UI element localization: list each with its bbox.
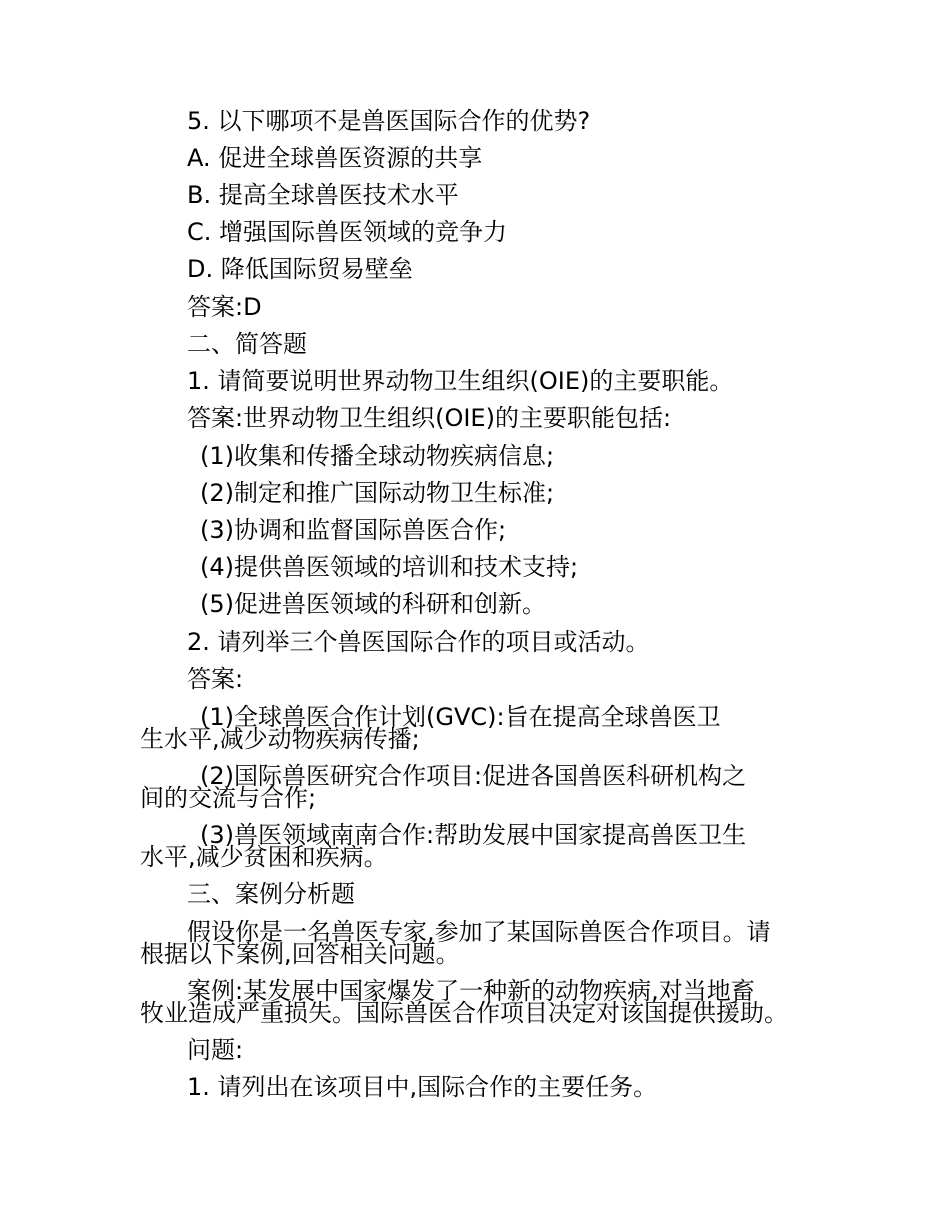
project-2-line-2: 间的交流与合作; — [140, 784, 317, 812]
project-2-line-1: (2)国际兽医研究合作项目:促进各国兽医科研机构之 — [200, 762, 747, 790]
project-3-line-1: (3)兽医领域南南合作:帮助发展中国家提高兽医卫生 — [200, 821, 747, 849]
project-3-line-2: 水平,减少贫困和疾病。 — [140, 843, 388, 871]
oie-function-4: (4)提供兽医领域的培训和技术支持; — [200, 553, 579, 581]
project-1-line-1: (1)全球兽医合作计划(GVC):旨在提高全球兽医卫 — [200, 703, 721, 731]
oie-function-1: (1)收集和传播全球动物疾病信息; — [200, 442, 555, 470]
question-5-answer: 答案:D — [187, 293, 262, 321]
section-2-heading: 二、简答题 — [187, 330, 307, 358]
case-text-line-2: 牧业造成严重损失。国际兽医合作项目决定对该国提供援助。 — [140, 999, 788, 1027]
question-5-stem: 5. 以下哪项不是兽医国际合作的优势? — [187, 107, 591, 135]
short-q2-stem: 2. 请列举三个兽医国际合作的项目或活动。 — [187, 628, 650, 656]
section-3-heading: 三、案例分析题 — [187, 880, 355, 908]
option-d: D. 降低国际贸易壁垒 — [187, 255, 413, 283]
option-a: A. 促进全球兽医资源的共享 — [187, 144, 483, 172]
oie-function-5: (5)促进兽医领域的科研和创新。 — [200, 590, 546, 618]
option-b: B. 提高全球兽医技术水平 — [187, 181, 459, 209]
case-question-1: 1. 请列出在该项目中,国际合作的主要任务。 — [187, 1073, 658, 1101]
oie-function-2: (2)制定和推广国际动物卫生标准; — [200, 479, 555, 507]
case-text-line-1: 案例:某发展中国家爆发了一种新的动物疾病,对当地畜 — [187, 977, 755, 1005]
case-intro-line-1: 假设你是一名兽医专家,参加了某国际兽医合作项目。请 — [187, 918, 771, 946]
short-q2-answer-label: 答案: — [187, 665, 244, 693]
case-intro-line-2: 根据以下案例,回答相关问题。 — [140, 940, 460, 968]
question-label: 问题: — [187, 1036, 244, 1064]
option-c: C. 增强国际兽医领域的竞争力 — [187, 218, 508, 246]
oie-function-3: (3)协调和监督国际兽医合作; — [200, 516, 507, 544]
project-1-line-2: 生水平,减少动物疾病传播; — [140, 725, 420, 753]
short-q1-stem: 1. 请简要说明世界动物卫生组织(OIE)的主要职能。 — [187, 367, 734, 395]
short-q1-answer-intro: 答案:世界动物卫生组织(OIE)的主要职能包括: — [187, 404, 672, 432]
